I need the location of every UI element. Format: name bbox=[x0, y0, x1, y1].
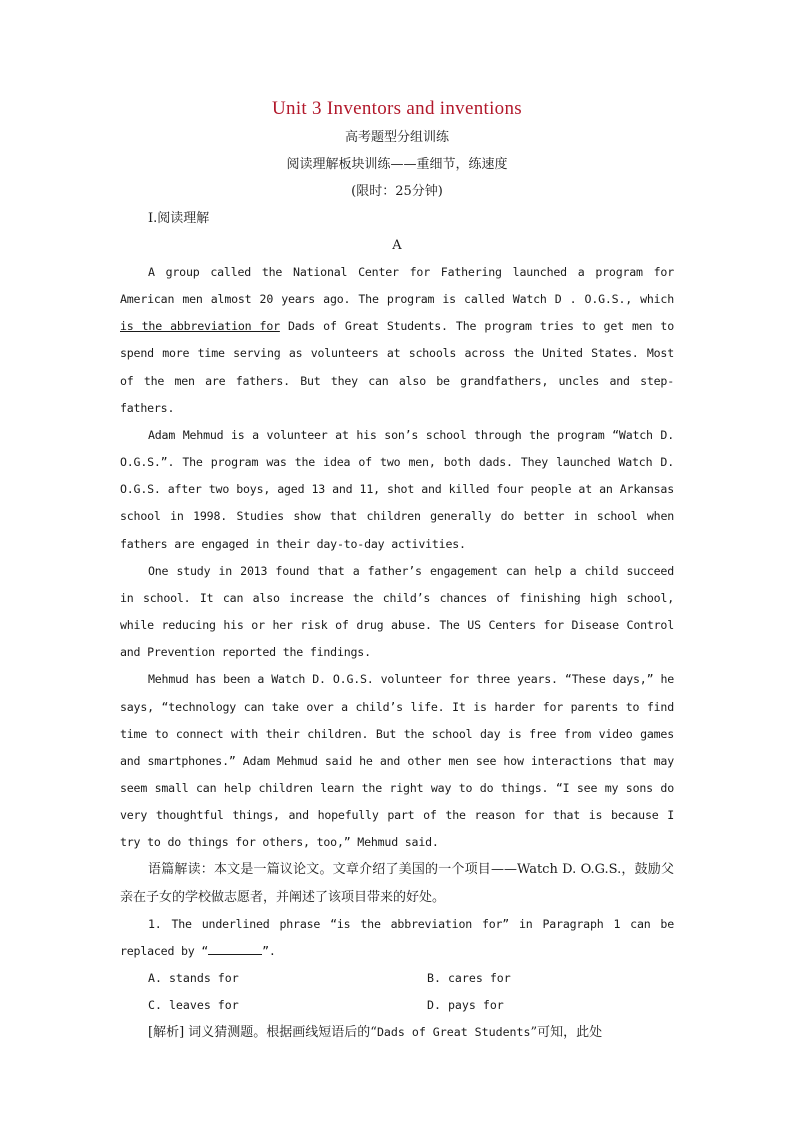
analysis-text-start: 词义猜测题。根据画线短语后的“ bbox=[184, 1025, 377, 1041]
question-1-stem-text: 1. The underlined phrase “is the abbreviation for” in Paragraph 1 can be replaced by “ bbox=[120, 916, 674, 958]
options-row-1 bbox=[120, 965, 674, 992]
question-1-stem-end: ”. bbox=[262, 943, 276, 958]
analysis-tag: [解析] bbox=[148, 1025, 185, 1041]
exercise-focus: 阅读理解板块训练——重细节，练速度 bbox=[286, 157, 508, 172]
passage-label: A bbox=[392, 238, 402, 253]
option-d[interactable]: D. pays for bbox=[427, 998, 504, 1013]
paragraph-1-end: Dads of Great Students. The program tries to get men to spend more time serving as volunteers at schools across the United States. Most of the men are fathers. But they can also be grandfathers, uncles and step-fathers. bbox=[120, 319, 674, 415]
underlined-phrase: is the abbreviation for bbox=[120, 319, 280, 334]
option-b[interactable]: B. cares for bbox=[427, 971, 511, 986]
paragraph-4: Mehmud has been a Watch D. O.G.S. volunteer for three years. “These days,” he says, “technology can take over a child’s life. It is harder for parents to find time to connect with their children. But the school day is free from video games and smartphones.” Adam Mehmud said he and other men see how interactions that may seem small can help children learn the right way to do things. “I see my sons do very thoughtful things, and hopefully part of the reason for that is because I try to do things for others, too,” Mehmud said. bbox=[120, 672, 674, 850]
question-1-stem bbox=[120, 911, 674, 965]
answer-blank bbox=[208, 942, 262, 955]
document-page bbox=[120, 94, 674, 1047]
options-row-2 bbox=[120, 992, 674, 1019]
analysis-text-end: ”可知，此处 bbox=[530, 1025, 603, 1041]
paragraph-3: One study in 2013 found that a father’s engagement can help a child succeed in school. It can also increase the child’s chances of finishing high school, while reducing his or her risk of drug abuse. The US Centers for Disease Control and Prevention reported the findings. bbox=[120, 563, 674, 660]
analysis bbox=[120, 1019, 674, 1046]
unit-title: Unit 3 Inventors and inventions bbox=[272, 98, 522, 119]
passage-interpretation: 语篇解读：本文是一篇议论文。文章介绍了美国的一个项目——Watch D. O.G.S.，鼓励父亲在子女的学校做志愿者，并阐述了该项目带来的好处。 bbox=[120, 862, 674, 905]
paragraph-1 bbox=[120, 259, 674, 422]
section-heading: Ⅰ.阅读理解 bbox=[148, 211, 210, 226]
exercise-type: 高考题型分组训练 bbox=[344, 130, 449, 145]
paragraph-2: Adam Mehmud is a volunteer at his son’s school through the program “Watch D. O.G.S.”. The program was the idea of two men, both dads. They launched Watch D. O.G.S. after two boys, aged 13 and 11, shot and killed four people at an Arkansas school in 1998. Studies show that children generally do better in school when fathers are engaged in their day-to-day activities. bbox=[120, 427, 674, 551]
paragraph-1-start: A group called the National Center for Fathering launched a program for American men almost 20 years ago. The program is called Watch D . O.G.S., which bbox=[120, 265, 674, 307]
option-c[interactable]: C. leaves for bbox=[148, 998, 239, 1013]
analysis-quote: Dads of Great Students bbox=[376, 1025, 531, 1040]
option-a[interactable]: A. stands for bbox=[148, 971, 239, 986]
time-limit: (限时：25分钟) bbox=[351, 184, 443, 199]
